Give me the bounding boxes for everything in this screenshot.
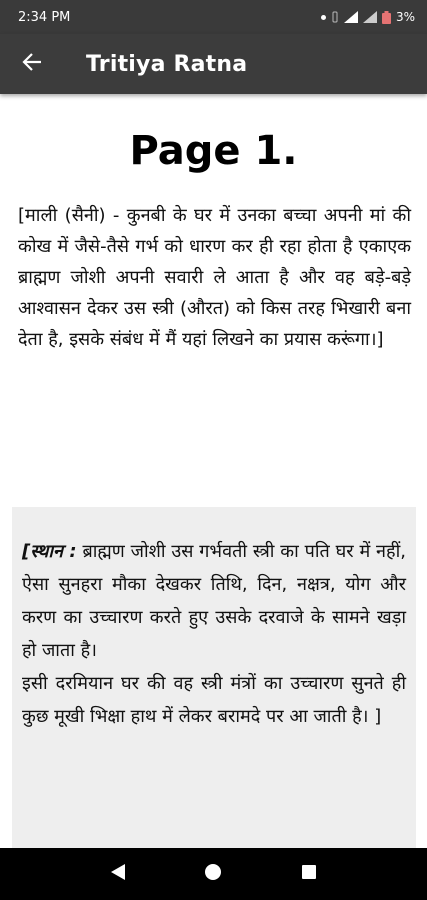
quote-paragraph-1 [22, 535, 406, 667]
app-title: Tritiya Ratna [86, 51, 248, 77]
status-icons [321, 10, 415, 24]
recents-square-icon [301, 864, 317, 884]
quote-paragraph-2: इसी दरमियान घर की वह स्त्री मंत्रों का उच्चारण सुनते ही कुछ मूखी भिक्षा हाथ में लेकर बरामदे पर आ जाती है। ] [22, 673, 406, 727]
signal-icon [363, 11, 377, 23]
signal-icon [344, 11, 358, 23]
back-button[interactable] [0, 34, 64, 94]
nav-back-button[interactable] [98, 854, 138, 894]
status-time: 2:34 PM [18, 9, 71, 25]
app-bar [0, 34, 427, 94]
nav-home-button[interactable] [193, 854, 233, 894]
back-triangle-icon [110, 863, 126, 885]
quote-label: [स्थान : [22, 541, 77, 562]
navigation-bar [0, 848, 427, 900]
nav-recents-button[interactable] [289, 854, 329, 894]
page-title: Page 1. [129, 128, 298, 174]
arrow-left-icon [22, 53, 42, 75]
quote-box [12, 507, 416, 848]
vibrate-icon [331, 11, 339, 23]
battery-icon [382, 11, 391, 24]
status-bar [0, 0, 427, 34]
battery-percent: 3% [395, 10, 415, 24]
quote-text-1: ब्राह्मण जोशी उस गर्भवती स्त्री का पति घर में नहीं, ऐसा सुनहरा मौका देखकर तिथि, दिन, नक्षत्र, योग और करण का उच्चारण करते हुए उसके दरवाजे के सामने खड़ा हो जाता है। [22, 541, 406, 661]
notification-dot-icon [321, 15, 326, 20]
intro-paragraph: [माली (सैनी) - कुनबी के घर में उनका बच्चा अपनी मां की कोख में जैसे-तैसे गर्भ को धारण कर ही रहा होता है एकाएक ब्राह्मण जोशी अपनी सवारी ले आता है और वह बड़े-बड़े आश्वासन देकर उस स्त्री (औरत) को किस तरह भिखारी बना देता है, इसके संबंध में मैं यहां लिखने का प्रयास करूंगा।] [18, 205, 411, 350]
home-circle-icon [204, 863, 222, 885]
page-content[interactable] [0, 94, 427, 848]
